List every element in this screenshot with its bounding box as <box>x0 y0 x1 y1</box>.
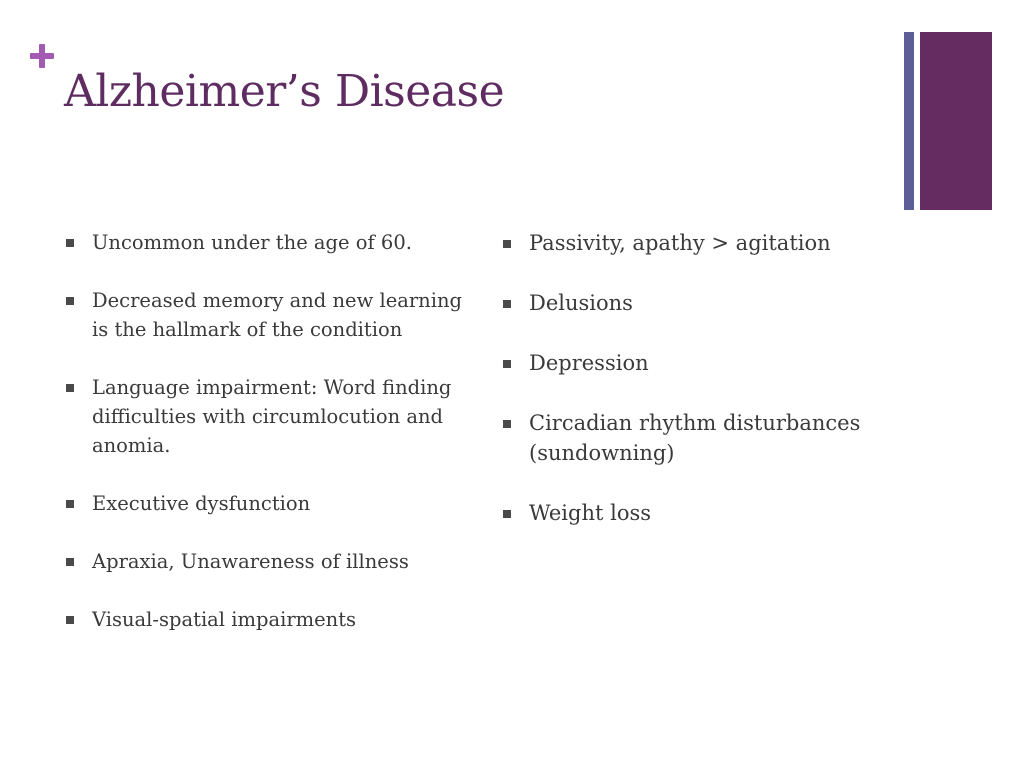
bullet-text: Passivity, apathy > agitation <box>529 231 831 255</box>
list-item <box>66 489 466 518</box>
bullet-text: Visual-spatial impairments <box>92 608 357 631</box>
bullet-text: Language impairment: Word finding difficulties with circumlocution and anomia. <box>92 376 452 457</box>
bullet-text: Decreased memory and new learning is the hallmark of the condition <box>92 289 463 341</box>
square-bullet-icon <box>503 300 511 308</box>
bullet-text: Weight loss <box>529 501 652 525</box>
list-item <box>503 408 883 468</box>
square-bullet-icon <box>503 240 511 248</box>
square-bullet-icon <box>503 360 511 368</box>
bullet-text: Circadian rhythm disturbances (sundowning) <box>529 411 861 465</box>
accent-bar-thick <box>920 32 992 210</box>
left-bullet-list <box>66 228 466 663</box>
list-item <box>66 228 466 257</box>
slide-title: Alzheimer’s Disease <box>64 66 505 117</box>
square-bullet-icon <box>503 420 511 428</box>
plus-icon <box>28 42 56 70</box>
square-bullet-icon <box>66 500 74 508</box>
list-item <box>503 288 883 318</box>
list-item <box>66 547 466 576</box>
bullet-text: Delusions <box>529 291 633 315</box>
right-bullet-list <box>503 228 883 558</box>
bullet-text: Executive dysfunction <box>92 492 311 515</box>
square-bullet-icon <box>66 239 74 247</box>
bullet-text: Depression <box>529 351 649 375</box>
list-item <box>503 228 883 258</box>
list-item <box>503 348 883 378</box>
list-item <box>66 286 466 344</box>
list-item <box>66 373 466 460</box>
square-bullet-icon <box>66 297 74 305</box>
list-item <box>503 498 883 528</box>
square-bullet-icon <box>66 616 74 624</box>
bullet-text: Uncommon under the age of 60. <box>92 231 412 254</box>
bullet-text: Apraxia, Unawareness of illness <box>92 550 409 573</box>
square-bullet-icon <box>503 510 511 518</box>
list-item <box>66 605 466 634</box>
square-bullet-icon <box>66 558 74 566</box>
accent-bar-thin <box>904 32 914 210</box>
square-bullet-icon <box>66 384 74 392</box>
